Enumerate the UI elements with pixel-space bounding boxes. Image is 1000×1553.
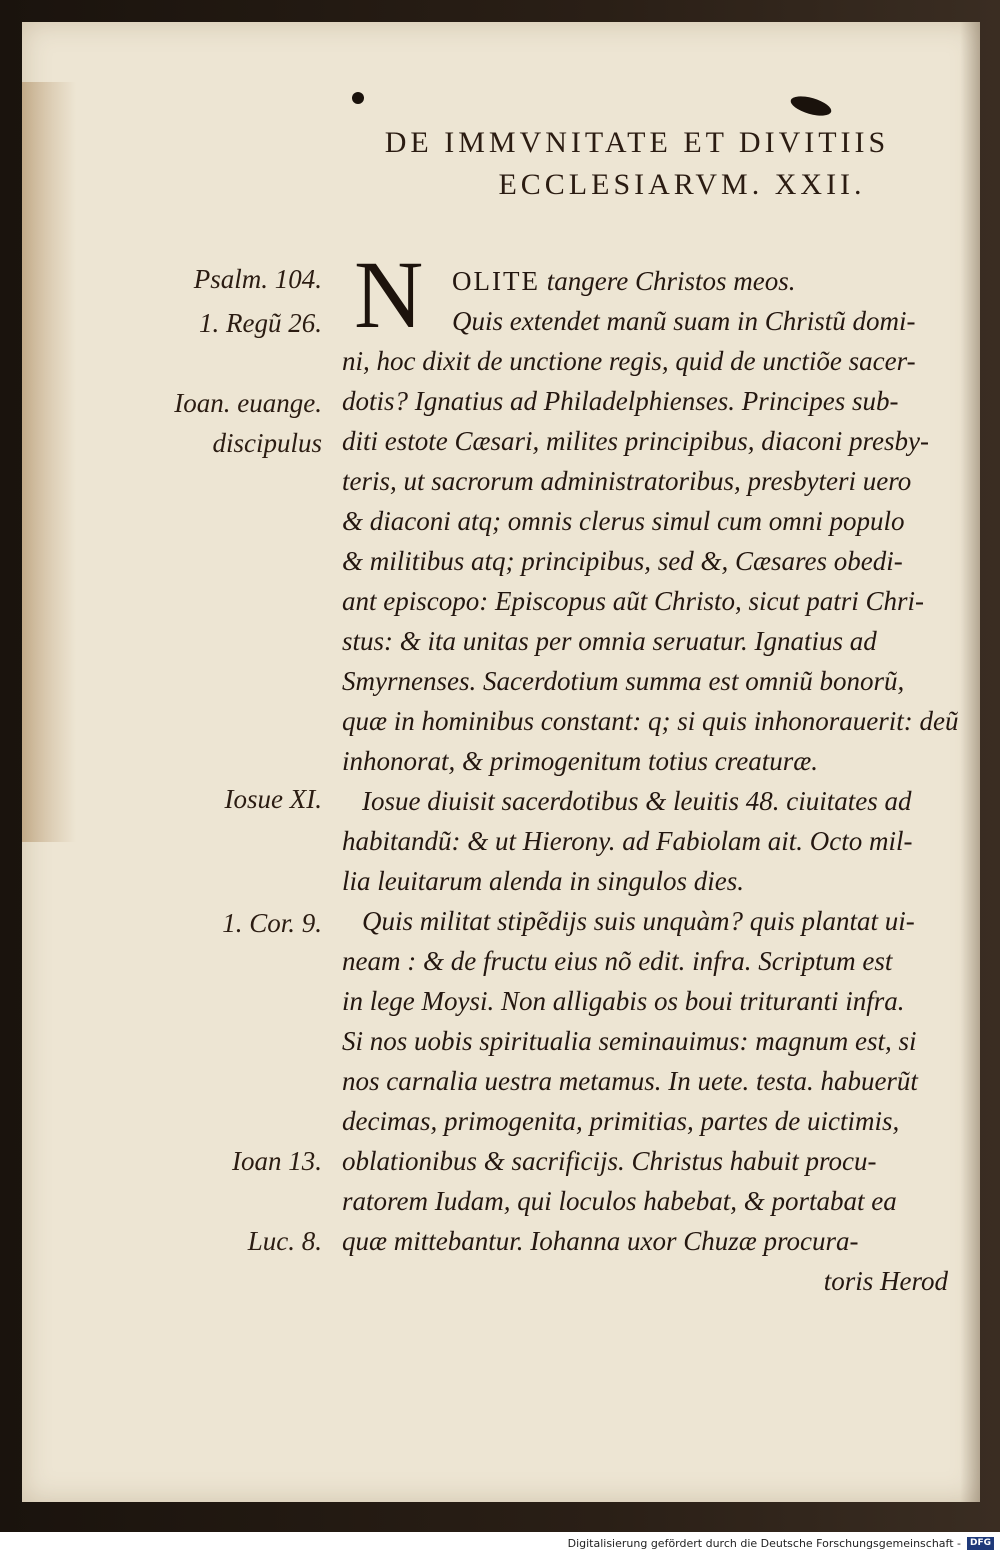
text-line: inhonorat, & primogenitum totius creaturæ.: [342, 746, 819, 776]
text-line: ant episcopo: Episcopus aũt Christo, sicut patri Chri-: [342, 586, 925, 616]
text-line: oblationibus & sacrificijs. Christus habuit procu-: [342, 1146, 877, 1176]
margin-note: Luc. 8.: [247, 1226, 322, 1256]
dfg-logo: DFG: [967, 1537, 994, 1550]
text-line: quæ in hominibus constant: q; si quis inhonorauerit: deũ: [342, 706, 959, 736]
running-head-line-2: ECCLESIARVM. XXII.: [498, 168, 866, 201]
page-stain: [22, 82, 76, 842]
opening-small-caps: OLITE: [452, 266, 540, 296]
text-line: teris, ut sacrorum administratoribus, presbyteri uero: [342, 466, 912, 496]
text-line: habitandũ: & ut Hierony. ad Fabiolam ait. Octo mil-: [342, 826, 913, 856]
text-line: stus: & ita unitas per omnia seruatur. Ignatius ad: [342, 626, 877, 656]
text-line: quæ mittebantur. Iohanna uxor Chuzæ procura-: [342, 1226, 859, 1256]
text-line: & diaconi atq; omnis clerus simul cum omni populo: [342, 506, 905, 536]
running-head: [322, 122, 952, 206]
margin-note: Ioan. euange.: [174, 388, 322, 418]
text-line: dotis? Ignatius ad Philadelphienses. Principes sub-: [342, 386, 899, 416]
text-line: diti estote Cæsari, milites principibus, diaconi presby-: [342, 426, 929, 456]
book-page: [22, 22, 980, 1502]
text-line: decimas, primogenita, primitias, partes de uictimis,: [342, 1106, 900, 1136]
text-line: in lege Moysi. Non alligabis os boui trituranti infra.: [342, 986, 905, 1016]
text-line: neam : & de fructu eius nõ edit. infra. Scriptum est: [342, 946, 893, 976]
margin-note: 1. Cor. 9.: [222, 908, 322, 938]
catchword: toris Herod: [823, 1266, 948, 1296]
page-gutter-shadow: [960, 22, 980, 1502]
drop-cap: N: [354, 241, 424, 348]
opening-line-text: tangere Christos meos.: [539, 266, 796, 296]
text-line: Quis militat stipẽdijs suis unquàm? quis plantat ui-: [362, 906, 915, 936]
text-line: nos carnalia uestra metamus. In uete. testa. habuerũt: [342, 1066, 918, 1096]
text-line: Si nos uobis spiritualia seminauimus: magnum est, si: [342, 1026, 917, 1056]
text-line: lia leuitarum alenda in singulos dies.: [342, 866, 744, 896]
text-line: Quis extendet manũ suam in Christũ domi-: [452, 306, 916, 336]
text-line: ratorem Iudam, qui loculos habebat, & portabat ea: [342, 1186, 897, 1216]
digitization-footer: [0, 1532, 1000, 1553]
running-head-line-1: DE IMMVNITATE ET DIVITIIS: [384, 126, 890, 159]
ink-blot: [789, 93, 834, 120]
margin-note: Ioan 13.: [232, 1146, 322, 1176]
margin-note: 1. Regũ 26.: [199, 308, 322, 338]
text-line: [452, 264, 795, 298]
ink-dot: [352, 92, 364, 104]
margin-note: Iosue XI.: [224, 784, 322, 814]
margin-note: discipulus: [212, 428, 322, 458]
footer-text: Digitalisierung gefördert durch die Deutsche Forschungsgemeinschaft -: [567, 1536, 961, 1550]
text-line: Iosue diuisit sacerdotibus & leuitis 48. ciuitates ad: [362, 786, 912, 816]
margin-note: Psalm. 104.: [193, 264, 322, 294]
text-line: & militibus atq; principibus, sed &, Cæsares obedi-: [342, 546, 903, 576]
text-line: ni, hoc dixit de unctione regis, quid de unctiõe sacer-: [342, 346, 916, 376]
text-line: Smyrnenses. Sacerdotium summa est omniũ bonorũ,: [342, 666, 905, 696]
